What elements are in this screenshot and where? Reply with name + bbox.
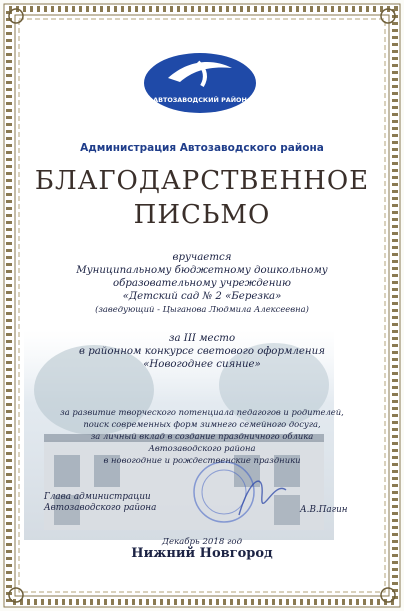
reason-line-2: поиск современных форм зимнего семейного досуга, (83, 419, 321, 429)
title-line-2: ПИСЬМО (133, 200, 271, 230)
recipient-line-3: образовательному учреждению (113, 278, 291, 289)
recipient-line-4: «Детский сад № 2 «Березка» (122, 291, 282, 302)
title-line-1: БЛАГОДАРСТВЕННОЕ (34, 166, 370, 196)
recipient-head-name: (заведующий - Цыганова Людмила Алексеевна) (95, 304, 309, 314)
issue-city: Нижний Новгород (131, 546, 273, 561)
signatory-position-line-1: Глава администрации (44, 492, 151, 502)
reason-line-1: за развитие творческого потенциала педагогов и родителей, (60, 407, 344, 417)
award-place: за III место (168, 333, 236, 344)
reason-line-3: за личный вклад в создание праздничного облика (90, 431, 314, 441)
signatory-position-line-2: Автозаводского района (44, 502, 157, 513)
district-logo (140, 50, 260, 116)
award-contest: в районном конкурсе светового оформления (79, 346, 325, 357)
awarded-to-label: вручается (172, 252, 232, 263)
reason-line-4: Автозаводского района (148, 443, 256, 453)
recipient-line-2: Муниципальному бюджетному дошкольному (76, 265, 328, 276)
issuer-heading: Администрация Автозаводского района (80, 142, 324, 154)
signatory-position (44, 492, 156, 513)
reason-line-5: в новогодние и рождественские праздники (103, 455, 301, 465)
signatory-name: А.В.Пагин (300, 505, 348, 515)
issue-date: Декабрь 2018 год (161, 537, 243, 547)
award-contest-name: «Новогоднее сияние» (143, 359, 261, 370)
logo-text: АВТОЗАВОДСКИЙ РАЙОН (153, 96, 247, 104)
